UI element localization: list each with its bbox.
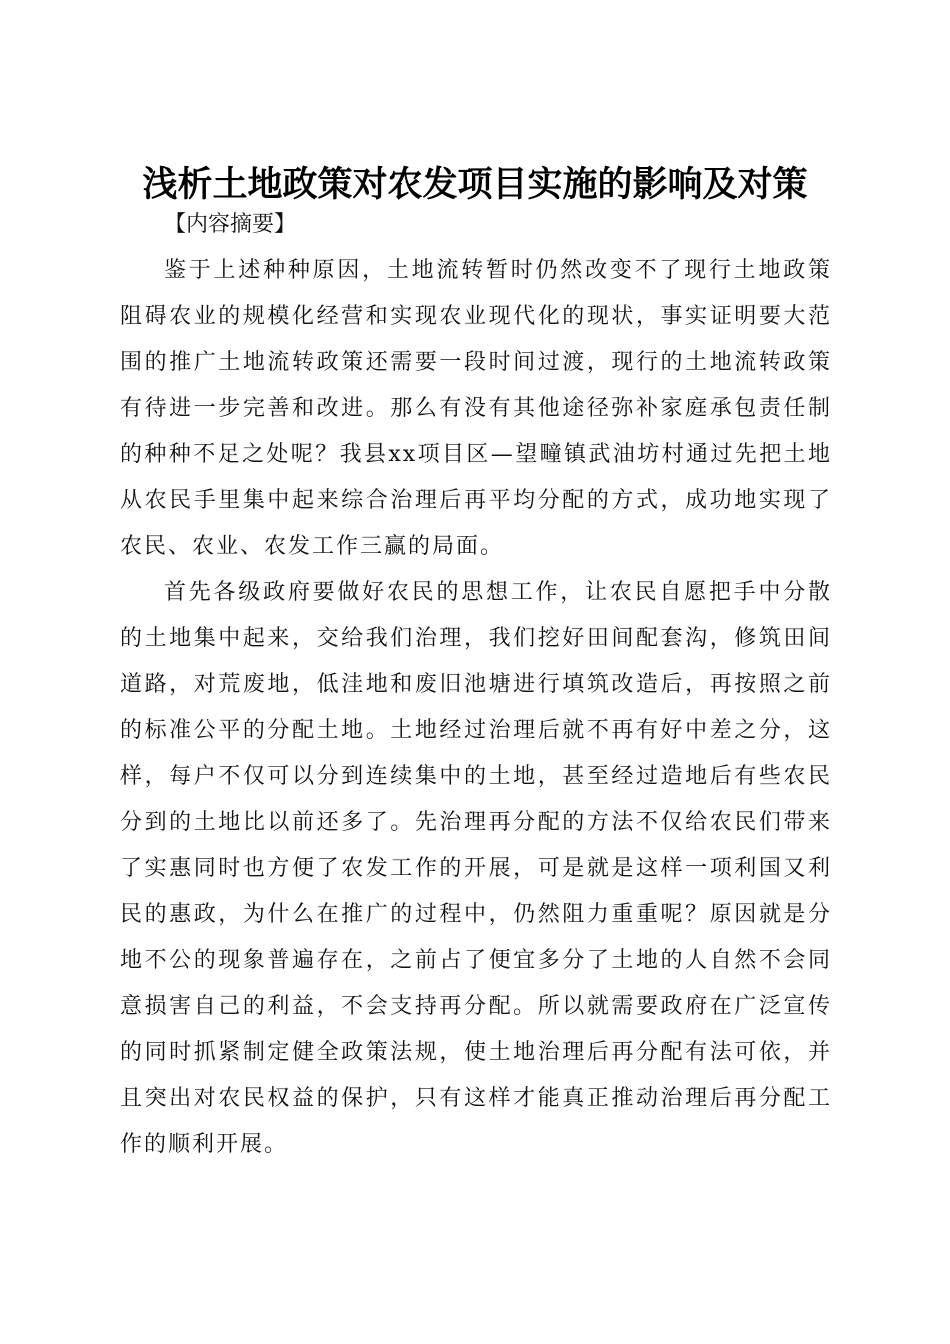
document-body: [120, 200, 832, 1168]
paragraph-1: 鉴于上述种种原因，土地流转暂时仍然改变不了现行土地政策阻碍农业的规模化经营和实现农业现代化的现状，事实证明要大范围的推广土地流转政策还需要一段时间过渡，现行的土地流转政策有待进一步完善和改进。那么有没有其他途径弥补家庭承包责任制的种种不足之处呢？我县xx项目区—望疃镇武油坊村通过先把土地从农民手里集中起来综合治理后再平均分配的方式，成功地实现了农民、农业、农发工作三赢的局面。: [120, 258, 832, 559]
abstract-label: 【内容摘要】: [164, 212, 297, 237]
paragraph-2: 首先各级政府要做好农民的思想工作，让农民自愿把手中分散的土地集中起来，交给我们治理，我们挖好田间配套沟，修筑田间道路，对荒废地，低洼地和废旧池塘进行填筑改造后，再按照之前的标准公平的分配土地。土地经过治理后就不再有好中差之分，这样，每户不仅可以分到连续集中的土地，甚至经过造地后有些农民分到的土地比以前还多了。先治理再分配的方法不仅给农民们带来了实惠同时也方便了农发工作的开展，可是就是这样一项利国又利民的惠政，为什么在推广的过程中，仍然阻力重重呢？原因就是分地不公的现象普遍存在，之前占了便宜多分了土地的人自然不会同意损害自己的利益，不会支持再分配。所以就需要政府在广泛宣传的同时抓紧制定健全政策法规，使土地治理后再分配有法可依，并且突出对农民权益的保护，只有这样才能真正推动治理后再分配工作的顺利开展。: [120, 580, 832, 1157]
document-title: 浅析土地政策对农发项目实施的影响及对策: [142, 164, 808, 206]
